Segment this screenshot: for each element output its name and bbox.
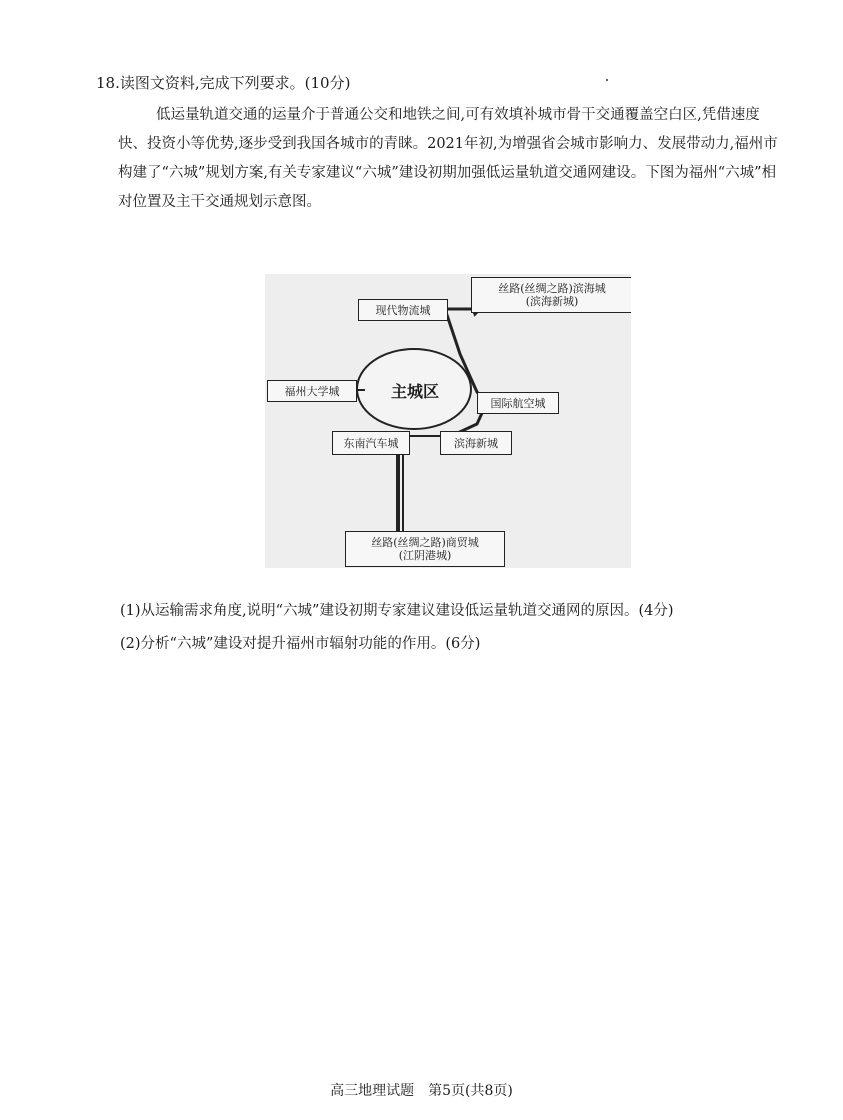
paragraph-text: 低运量轨道交通的运量介于普通公交和地铁之间,可有效填补城市骨干交通覆盖空白区,凭借速度快、投资小等优势,逐步受到我国各城市的青睐。2021年初,为增强省会城市影响力、发展带动力,福州市构建了“六城”规划方案,有关专家建议“六城”建设初期加强低运量轨道交通网建设。下图为福州“六城”相对位置及主干交通规划示意图。 (118, 107, 778, 210)
box-binhai-label: 滨海新城 (454, 436, 498, 450)
box-binhai (440, 431, 512, 455)
box-university-label: 福州大学城 (284, 384, 340, 398)
box-airport (477, 392, 559, 414)
question-paragraph (118, 101, 786, 217)
box-silk-north-line2: (滨海新城) (525, 295, 579, 308)
box-silk-south-line2: (江阴港城) (398, 549, 452, 562)
page-footer: 高三地理试题 第5页(共8页) (330, 1083, 513, 1099)
box-silk-south-line1: 丝路(丝绸之路)商贸城 (371, 536, 479, 549)
box-logistics-label: 现代物流城 (375, 303, 431, 317)
box-logistics (358, 299, 448, 321)
box-silk-north (471, 277, 631, 313)
box-silk-north-line1: 丝路(丝绸之路)滨海城 (498, 282, 606, 295)
diagram-lines (265, 274, 631, 568)
box-university (267, 380, 357, 402)
planning-diagram (265, 274, 631, 568)
box-airport-label: 国际航空城 (490, 396, 546, 410)
box-auto (332, 431, 410, 455)
center-label: 主城区 (391, 382, 440, 401)
box-auto-label: 东南汽车城 (343, 436, 399, 450)
box-silk-south (345, 531, 505, 567)
scan-dot (606, 79, 608, 81)
subquestion-1: (1)从运输需求角度,说明“六城”建设初期专家建议建设低运量轨道交通网的原因。(4分) (120, 603, 674, 619)
question-title: 18.读图文资料,完成下列要求。(10分) (96, 74, 351, 92)
subquestion-2: (2)分析“六城”建设对提升福州市辐射功能的作用。(6分) (120, 636, 481, 652)
